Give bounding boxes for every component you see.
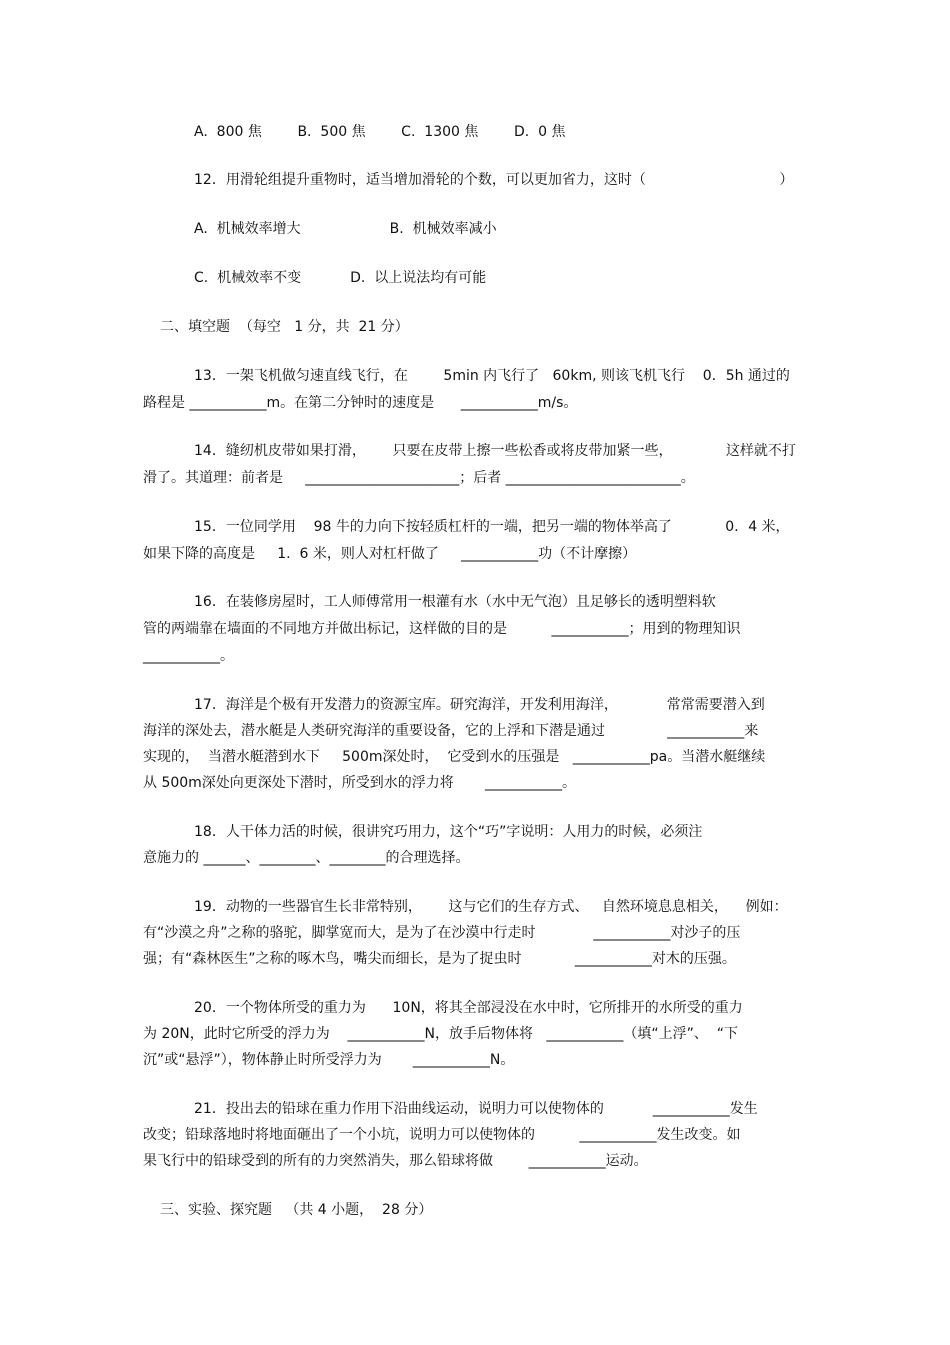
q19-line-2: 有“沙漠之舟”之称的骆驼，脚掌宽而大，是为了在沙漠中行走时 ___________对沙子的压 (143, 925, 741, 941)
q17-line-1: 17．海洋是个极有开发潜力的资源宝库。研究海洋，开发利用海洋， 常常需要潜入到 (194, 697, 765, 713)
q12-stem: 12．用滑轮组提升重物时，适当增加滑轮的个数，可以更加省力，这时（ ） (194, 172, 794, 188)
q14-line-2: 滑了。其道理：前者是 ______________________；后者 _________________________。 (143, 470, 695, 486)
q14-line-1: 14．缝纫机皮带如果打滑， 只要在皮带上擦一些松香或将皮带加紧一些， 这样就不打 (194, 443, 796, 459)
q18-line-1: 18．人干体力活的时候，很讲究巧用力，这个“巧”字说明：人用力的时候，必须注 (194, 824, 703, 840)
section-fill-in-heading: 二、填空题 （每空 1 分，共 21 分） (160, 319, 409, 335)
section-experiment-heading: 三、实验、探究题 （共 4 小题， 28 分） (160, 1202, 433, 1218)
q12-options-cd: C. 机械效率不变 D. 以上说法均有可能 (194, 270, 487, 286)
q17-line-2: 海洋的深处去，潜水艇是人类研究海洋的重要设备，它的上浮和下潜是通过 ___________来 (143, 723, 759, 739)
q21-line-1: 21．投出去的铅球在重力作用下沿曲线运动，说明力可以使物体的 ___________发生 (194, 1101, 758, 1117)
q11-options: A. 800 焦 B. 500 焦 C. 1300 焦 D. 0 焦 (194, 124, 566, 140)
q17-line-4: 从 500m深处向更深处下潜时，所受到水的浮力将 ___________。 (143, 775, 576, 791)
q20-line-1: 20．一个物体所受的重力为 10N，将其全部浸没在水中时，它所排开的水所受的重力 (194, 1000, 743, 1016)
q12-options-ab: A. 机械效率增大 B. 机械效率减小 (194, 221, 497, 237)
q15-line-1: 15．一位同学用 98 牛的力向下按轻质杠杆的一端，把另一端的物体举高了 0．4 米， (194, 519, 790, 535)
q18-line-2: 意施力的 ______、________、________的合理选择。 (143, 850, 470, 866)
q16-line-2: 管的两端靠在墙面的不同地方并做出标记，这样做的目的是 ___________；用到的物理知识 (143, 621, 741, 637)
q20-line-3: 沉”或“悬浮”），物体静止时所受浮力为 ___________N。 (143, 1052, 515, 1068)
q17-line-3: 实现的， 当潜水艇潜到水下 500m深处时， 它受到水的压强是 ___________pa。当潜水艇继续 (143, 749, 766, 765)
q20-line-2: 为 20N，此时它所受的浮力为 ___________N，放手后物体将 ___________（填“上浮”、 “下 (143, 1026, 739, 1042)
q21-line-3: 果飞行中的铅球受到的所有的力突然消失，那么铅球将做 ___________运动。 (143, 1153, 648, 1169)
q19-line-1: 19．动物的一些器官生长非常特别， 这与它们的生存方式、 自然环境息息相关， 例如： (194, 899, 788, 915)
q16-line-3: ___________。 (143, 648, 234, 664)
q21-line-2: 改变；铅球落地时将地面砸出了一个小坑，说明力可以使物体的 ___________发生改变。如 (143, 1127, 741, 1143)
q16-line-1: 16．在装修房屋时，工人师傅常用一根灌有水（水中无气泡）且足够长的透明塑料软 (194, 594, 716, 610)
q13-line-1: 13．一架飞机做匀速直线飞行，在 5min 内飞行了 60km, 则该飞机飞行 0．5h 通过的 (194, 368, 790, 384)
q15-line-2: 如果下降的高度是 1. 6 米，则人对杠杆做了 ___________功（不计摩擦） (143, 546, 637, 562)
q19-line-3: 强；有“森林医生”之称的啄木鸟，嘴尖而细长，是为了捉虫时 ___________对木的压强。 (143, 951, 736, 967)
q13-line-2: 路程是 ___________m。在第二分钟时的速度是 ___________m/s。 (143, 395, 578, 411)
